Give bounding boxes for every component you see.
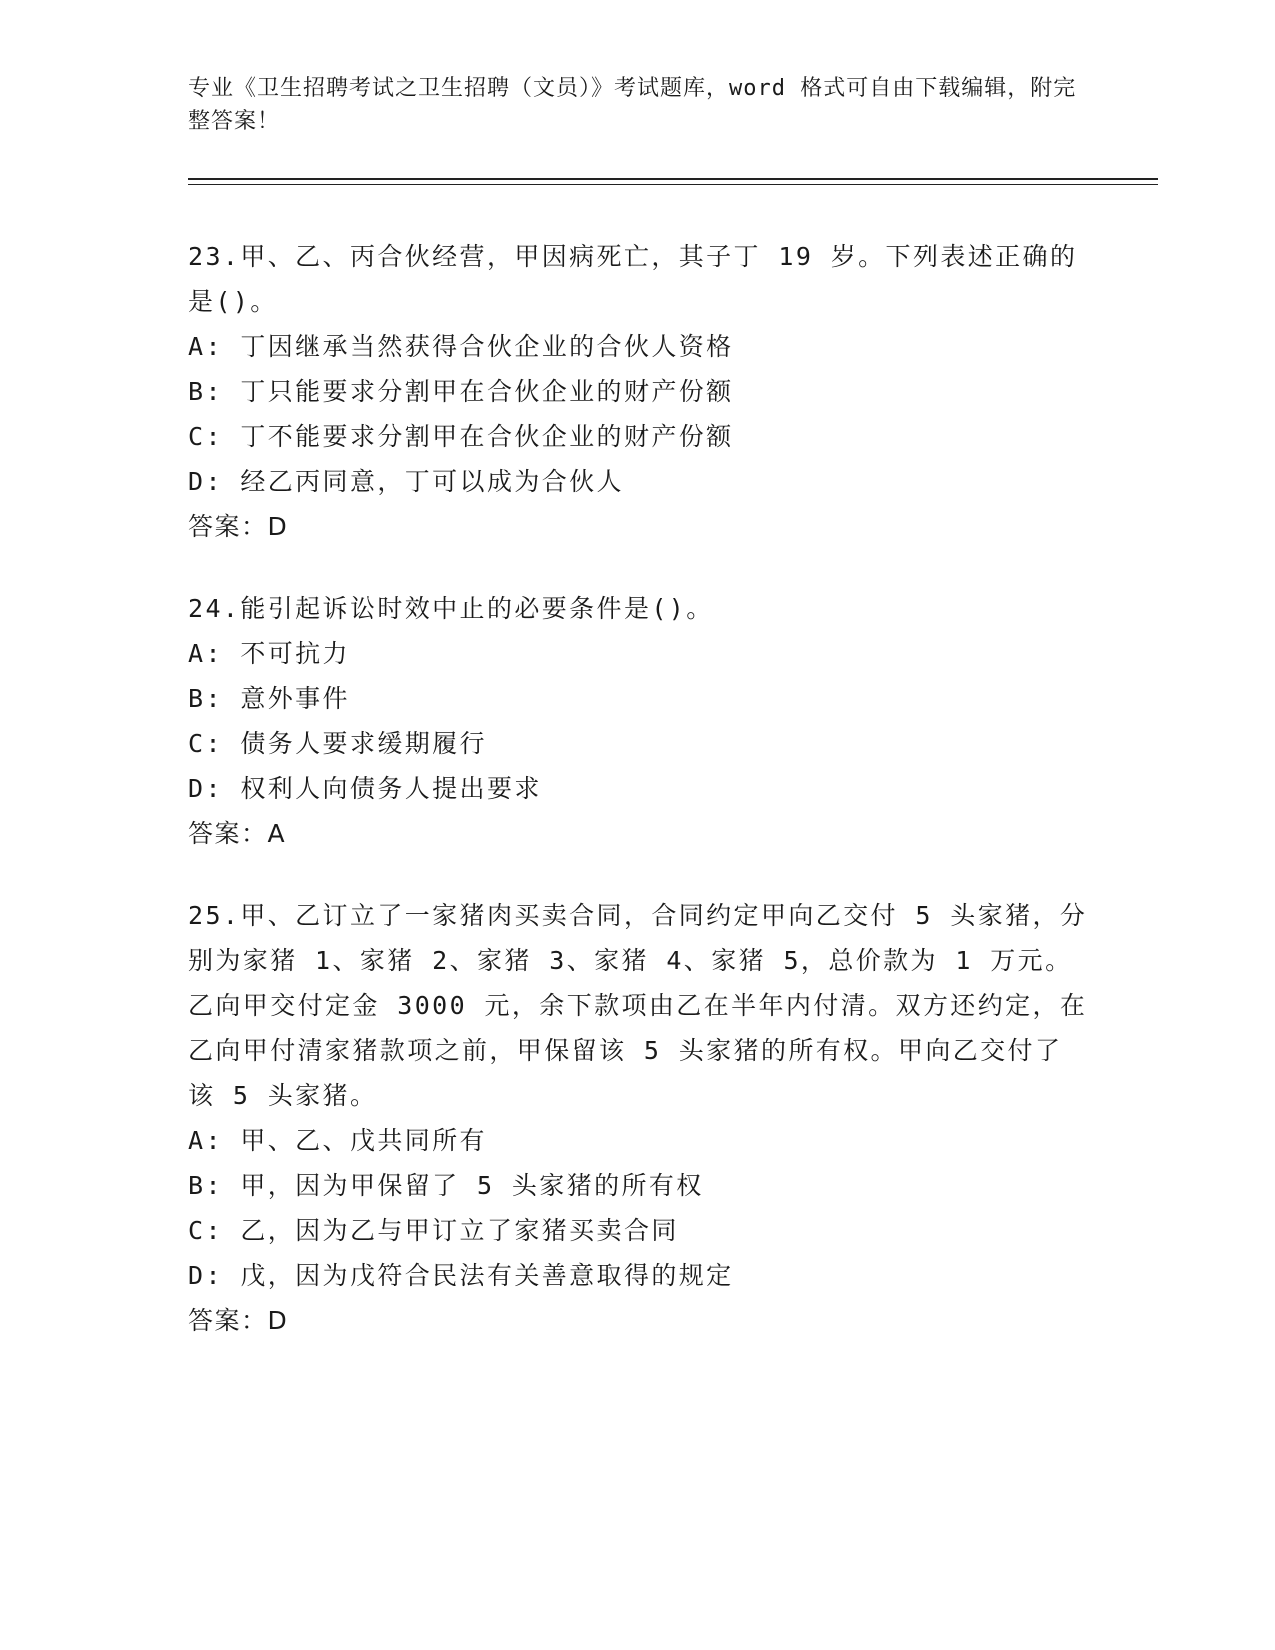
header-divider-top (188, 178, 1158, 180)
option-c: C: 乙，因为乙与甲订立了家猪买卖合同 (188, 1216, 679, 1245)
option-a: A: 丁因继承当然获得合伙企业的合伙人资格 (188, 332, 734, 361)
question-stem: 24.能引起诉讼时效中止的必要条件是()。 (188, 594, 714, 623)
answer-label: 答案：A (188, 819, 287, 848)
answer-label: 答案：D (188, 1306, 289, 1335)
option-d: D: 权利人向债务人提出要求 (188, 774, 542, 803)
option-c: C: 债务人要求缓期履行 (188, 729, 487, 758)
option-d: D: 经乙丙同意，丁可以成为合伙人 (188, 467, 624, 496)
option-a: A: 不可抗力 (188, 639, 350, 668)
question-25 (188, 893, 1088, 1343)
question-23 (188, 234, 1088, 549)
question-stem: 25.甲、乙订立了一家猪肉买卖合同，合同约定甲向乙交付 5 头家猪，分别为家猪 1、家猪 2、家猪 3、家猪 4、家猪 5，总价款为 1 万元。乙向甲交付定金 3000 元，余下款项由乙在半年内付清。双方还约定，在乙向甲付清家猪款项之前，甲保留该 5 头家猪的所有权。甲向乙交付了该 5 头家猪。 (188, 901, 1088, 1110)
option-c: C: 丁不能要求分割甲在合伙企业的财产份额 (188, 422, 734, 451)
option-b: B: 丁只能要求分割甲在合伙企业的财产份额 (188, 377, 734, 406)
option-b: B: 甲，因为甲保留了 5 头家猪的所有权 (188, 1171, 704, 1200)
question-24 (188, 586, 1088, 856)
document-header: 专业《卫生招聘考试之卫生招聘（文员）》考试题库，word 格式可自由下载编辑，附完整答案！ (188, 76, 1077, 134)
option-b: B: 意外事件 (188, 684, 350, 713)
answer-label: 答案：D (188, 512, 289, 541)
header-divider-bottom (188, 184, 1158, 185)
option-a: A: 甲、乙、戊共同所有 (188, 1126, 487, 1155)
question-list (188, 234, 1088, 1380)
question-stem: 23.甲、乙、丙合伙经营，甲因病死亡，其子丁 19 岁。下列表述正确的是()。 (188, 242, 1078, 316)
option-d: D: 戊，因为戊符合民法有关善意取得的规定 (188, 1261, 734, 1290)
